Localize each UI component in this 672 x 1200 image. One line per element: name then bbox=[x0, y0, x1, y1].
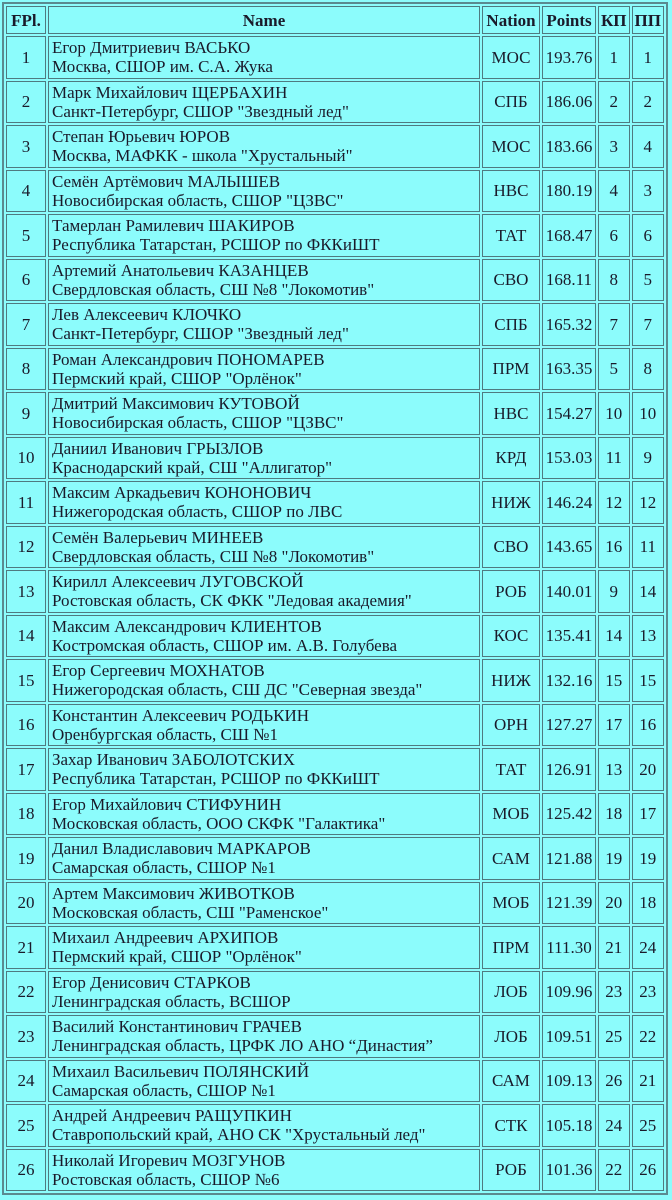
skater-name: Егор Сергеевич МОХНАТОВ bbox=[52, 661, 265, 681]
place-cell: 25 bbox=[6, 1104, 46, 1147]
pp-cell: 23 bbox=[632, 971, 664, 1014]
nation-cell: СТК bbox=[482, 1104, 540, 1147]
name-cell bbox=[48, 971, 480, 1014]
kp-cell: 17 bbox=[598, 704, 630, 747]
pp-cell: 2 bbox=[632, 81, 664, 124]
points-cell: 111.30 bbox=[542, 926, 596, 969]
name-cell bbox=[48, 837, 480, 880]
skater-club: Москва, МАФКК - школа "Хрустальный" bbox=[52, 146, 353, 166]
skater-name: Даниил Иванович ГРЫЗЛОВ bbox=[52, 438, 264, 458]
pp-cell: 18 bbox=[632, 882, 664, 925]
skater-club: Ростовская область, СК ФКК "Ледовая академия" bbox=[52, 591, 412, 611]
kp-cell: 18 bbox=[598, 793, 630, 836]
table-row bbox=[6, 81, 664, 124]
skater-club: Пермский край, СШОР "Орлёнок" bbox=[52, 368, 302, 388]
points-cell: 101.36 bbox=[542, 1149, 596, 1192]
place-cell: 11 bbox=[6, 481, 46, 524]
pp-cell: 24 bbox=[632, 926, 664, 969]
kp-cell: 1 bbox=[598, 36, 630, 79]
skater-name: Марк Михайлович ЩЕРБАХИН bbox=[52, 82, 288, 102]
skater-club: Новосибирская область, СШОР "ЦЗВС" bbox=[52, 413, 344, 433]
nation-cell: СПБ bbox=[482, 81, 540, 124]
nation-cell: САМ bbox=[482, 1060, 540, 1103]
skater-club: Новосибирская область, СШОР "ЦЗВС" bbox=[52, 190, 344, 210]
table-row bbox=[6, 704, 664, 747]
skater-name: Константин Алексеевич РОДЬКИН bbox=[52, 705, 310, 725]
header-nation: Nation bbox=[482, 6, 540, 34]
points-cell: 126.91 bbox=[542, 748, 596, 791]
place-cell: 24 bbox=[6, 1060, 46, 1103]
kp-cell: 22 bbox=[598, 1149, 630, 1192]
pp-cell: 21 bbox=[632, 1060, 664, 1103]
table-row bbox=[6, 125, 664, 168]
place-cell: 19 bbox=[6, 837, 46, 880]
table-row bbox=[6, 392, 664, 435]
kp-cell: 21 bbox=[598, 926, 630, 969]
pp-cell: 12 bbox=[632, 481, 664, 524]
points-cell: 105.18 bbox=[542, 1104, 596, 1147]
table-row bbox=[6, 748, 664, 791]
skater-name: Артем Максимович ЖИВОТКОВ bbox=[52, 883, 295, 903]
skater-name: Тамерлан Рамилевич ШАКИРОВ bbox=[52, 216, 295, 236]
name-cell bbox=[48, 1149, 480, 1192]
place-cell: 17 bbox=[6, 748, 46, 791]
table-row bbox=[6, 481, 664, 524]
skater-name: Василий Константинович ГРАЧЕВ bbox=[52, 1017, 302, 1037]
skater-club: Пермский край, СШОР "Орлёнок" bbox=[52, 947, 302, 967]
pp-cell: 10 bbox=[632, 392, 664, 435]
nation-cell: МОС bbox=[482, 36, 540, 79]
pp-cell: 9 bbox=[632, 437, 664, 480]
nation-cell: МОБ bbox=[482, 882, 540, 925]
kp-cell: 4 bbox=[598, 170, 630, 213]
skater-name: Максим Аркадьевич КОНОНОВИЧ bbox=[52, 483, 312, 503]
points-cell: 140.01 bbox=[542, 570, 596, 613]
name-cell bbox=[48, 392, 480, 435]
nation-cell: СПБ bbox=[482, 303, 540, 346]
table-row bbox=[6, 1015, 664, 1058]
points-cell: 168.47 bbox=[542, 214, 596, 257]
kp-cell: 5 bbox=[598, 348, 630, 391]
skater-name: Егор Дмитриевич ВАСЬКО bbox=[52, 38, 251, 58]
nation-cell: РОБ bbox=[482, 570, 540, 613]
place-cell: 2 bbox=[6, 81, 46, 124]
name-cell bbox=[48, 1060, 480, 1103]
place-cell: 6 bbox=[6, 259, 46, 302]
skater-club: Оренбургская область, СШ №1 bbox=[52, 724, 278, 744]
skater-name: Кирилл Алексеевич ЛУГОВСКОЙ bbox=[52, 572, 304, 592]
skater-club: Республика Татарстан, РСШОР по ФККиШТ bbox=[52, 235, 380, 255]
header-row bbox=[6, 6, 664, 34]
pp-cell: 3 bbox=[632, 170, 664, 213]
table-row bbox=[6, 971, 664, 1014]
results-table bbox=[2, 2, 668, 1195]
points-cell: 154.27 bbox=[542, 392, 596, 435]
place-cell: 14 bbox=[6, 615, 46, 658]
name-cell bbox=[48, 303, 480, 346]
nation-cell: НИЖ bbox=[482, 659, 540, 702]
skater-name: Роман Александрович ПОНОМАРЕВ bbox=[52, 349, 325, 369]
place-cell: 23 bbox=[6, 1015, 46, 1058]
kp-cell: 19 bbox=[598, 837, 630, 880]
place-cell: 26 bbox=[6, 1149, 46, 1192]
skater-name: Егор Михайлович СТИФУНИН bbox=[52, 794, 282, 814]
skater-club: Москва, СШОР им. С.А. Жука bbox=[52, 57, 273, 77]
name-cell bbox=[48, 259, 480, 302]
table-row bbox=[6, 526, 664, 569]
place-cell: 15 bbox=[6, 659, 46, 702]
nation-cell: МОБ bbox=[482, 793, 540, 836]
points-cell: 125.42 bbox=[542, 793, 596, 836]
table-row bbox=[6, 570, 664, 613]
place-cell: 8 bbox=[6, 348, 46, 391]
place-cell: 4 bbox=[6, 170, 46, 213]
place-cell: 22 bbox=[6, 971, 46, 1014]
name-cell bbox=[48, 481, 480, 524]
skater-name: Михаил Васильевич ПОЛЯНСКИЙ bbox=[52, 1061, 310, 1081]
name-cell bbox=[48, 81, 480, 124]
pp-cell: 20 bbox=[632, 748, 664, 791]
skater-name: Артемий Анатольевич КАЗАНЦЕВ bbox=[52, 260, 309, 280]
skater-name: Михаил Андреевич АРХИПОВ bbox=[52, 928, 279, 948]
kp-cell: 13 bbox=[598, 748, 630, 791]
nation-cell: ЛОБ bbox=[482, 971, 540, 1014]
kp-cell: 12 bbox=[598, 481, 630, 524]
kp-cell: 16 bbox=[598, 526, 630, 569]
name-cell bbox=[48, 882, 480, 925]
nation-cell: КОС bbox=[482, 615, 540, 658]
name-cell bbox=[48, 348, 480, 391]
place-cell: 9 bbox=[6, 392, 46, 435]
name-cell bbox=[48, 214, 480, 257]
table-row bbox=[6, 259, 664, 302]
skater-club: Ростовская область, СШОР №6 bbox=[52, 1169, 280, 1189]
pp-cell: 8 bbox=[632, 348, 664, 391]
skater-club: Ленинградская область, ЦРФК ЛО АНО “Династия” bbox=[52, 1036, 433, 1056]
points-cell: 146.24 bbox=[542, 481, 596, 524]
kp-cell: 11 bbox=[598, 437, 630, 480]
kp-cell: 7 bbox=[598, 303, 630, 346]
header-place: FPl. bbox=[6, 6, 46, 34]
skater-club: Краснодарский край, СШ "Аллигатор" bbox=[52, 457, 333, 477]
skater-club: Свердловская область, СШ №8 "Локомотив" bbox=[52, 279, 375, 299]
points-cell: 180.19 bbox=[542, 170, 596, 213]
table-row bbox=[6, 837, 664, 880]
nation-cell: ТАТ bbox=[482, 748, 540, 791]
points-cell: 153.03 bbox=[542, 437, 596, 480]
skater-name: Егор Денисович СТАРКОВ bbox=[52, 972, 251, 992]
pp-cell: 13 bbox=[632, 615, 664, 658]
kp-cell: 3 bbox=[598, 125, 630, 168]
table-row bbox=[6, 659, 664, 702]
table-row bbox=[6, 1060, 664, 1103]
kp-cell: 15 bbox=[598, 659, 630, 702]
place-cell: 3 bbox=[6, 125, 46, 168]
nation-cell: ОРН bbox=[482, 704, 540, 747]
kp-cell: 9 bbox=[598, 570, 630, 613]
header-points: Points bbox=[542, 6, 596, 34]
name-cell bbox=[48, 36, 480, 79]
pp-cell: 5 bbox=[632, 259, 664, 302]
kp-cell: 25 bbox=[598, 1015, 630, 1058]
place-cell: 13 bbox=[6, 570, 46, 613]
points-cell: 143.65 bbox=[542, 526, 596, 569]
table-row bbox=[6, 882, 664, 925]
points-cell: 168.11 bbox=[542, 259, 596, 302]
nation-cell: НИЖ bbox=[482, 481, 540, 524]
place-cell: 7 bbox=[6, 303, 46, 346]
place-cell: 18 bbox=[6, 793, 46, 836]
pp-cell: 15 bbox=[632, 659, 664, 702]
kp-cell: 8 bbox=[598, 259, 630, 302]
nation-cell: НВС bbox=[482, 170, 540, 213]
name-cell bbox=[48, 926, 480, 969]
name-cell bbox=[48, 437, 480, 480]
points-cell: 109.96 bbox=[542, 971, 596, 1014]
table-row bbox=[6, 303, 664, 346]
pp-cell: 16 bbox=[632, 704, 664, 747]
pp-cell: 7 bbox=[632, 303, 664, 346]
table-row bbox=[6, 437, 664, 480]
skater-name: Степан Юрьевич ЮРОВ bbox=[52, 127, 231, 147]
points-cell: 127.27 bbox=[542, 704, 596, 747]
name-cell bbox=[48, 526, 480, 569]
skater-club: Санкт-Петербург, СШОР "Звездный лед" bbox=[52, 324, 349, 344]
points-cell: 186.06 bbox=[542, 81, 596, 124]
table-row bbox=[6, 214, 664, 257]
points-cell: 121.88 bbox=[542, 837, 596, 880]
name-cell bbox=[48, 704, 480, 747]
pp-cell: 17 bbox=[632, 793, 664, 836]
pp-cell: 1 bbox=[632, 36, 664, 79]
pp-cell: 19 bbox=[632, 837, 664, 880]
place-cell: 16 bbox=[6, 704, 46, 747]
skater-club: Ленинградская область, ВСШОР bbox=[52, 991, 291, 1011]
name-cell bbox=[48, 125, 480, 168]
table-row bbox=[6, 170, 664, 213]
kp-cell: 6 bbox=[598, 214, 630, 257]
pp-cell: 6 bbox=[632, 214, 664, 257]
name-cell bbox=[48, 1104, 480, 1147]
points-cell: 109.13 bbox=[542, 1060, 596, 1103]
nation-cell: СВО bbox=[482, 259, 540, 302]
table-row bbox=[6, 36, 664, 79]
header-name: Name bbox=[48, 6, 480, 34]
pp-cell: 26 bbox=[632, 1149, 664, 1192]
name-cell bbox=[48, 170, 480, 213]
table-row bbox=[6, 615, 664, 658]
nation-cell: ЛОБ bbox=[482, 1015, 540, 1058]
skater-name: Максим Александрович КЛИЕНТОВ bbox=[52, 616, 322, 636]
place-cell: 10 bbox=[6, 437, 46, 480]
kp-cell: 24 bbox=[598, 1104, 630, 1147]
points-cell: 165.32 bbox=[542, 303, 596, 346]
skater-name: Лев Алексеевич КЛОЧКО bbox=[52, 305, 242, 325]
kp-cell: 2 bbox=[598, 81, 630, 124]
name-cell bbox=[48, 793, 480, 836]
kp-cell: 26 bbox=[598, 1060, 630, 1103]
kp-cell: 23 bbox=[598, 971, 630, 1014]
table-row bbox=[6, 1149, 664, 1192]
header-pp: ПП bbox=[632, 6, 664, 34]
points-cell: 163.35 bbox=[542, 348, 596, 391]
points-cell: 135.41 bbox=[542, 615, 596, 658]
place-cell: 12 bbox=[6, 526, 46, 569]
pp-cell: 11 bbox=[632, 526, 664, 569]
skater-name: Андрей Андреевич РАЩУПКИН bbox=[52, 1106, 292, 1126]
points-cell: 109.51 bbox=[542, 1015, 596, 1058]
header-kp: КП bbox=[598, 6, 630, 34]
nation-cell: КРД bbox=[482, 437, 540, 480]
table-row bbox=[6, 1104, 664, 1147]
name-cell bbox=[48, 659, 480, 702]
points-cell: 132.16 bbox=[542, 659, 596, 702]
skater-club: Свердловская область, СШ №8 "Локомотив" bbox=[52, 546, 375, 566]
skater-club: Нижегородская область, СШОР по ЛВС bbox=[52, 502, 343, 522]
place-cell: 1 bbox=[6, 36, 46, 79]
pp-cell: 22 bbox=[632, 1015, 664, 1058]
place-cell: 20 bbox=[6, 882, 46, 925]
table-row bbox=[6, 926, 664, 969]
pp-cell: 4 bbox=[632, 125, 664, 168]
skater-name: Захар Иванович ЗАБОЛОТСКИХ bbox=[52, 750, 296, 770]
nation-cell: СВО bbox=[482, 526, 540, 569]
nation-cell: РОБ bbox=[482, 1149, 540, 1192]
place-cell: 5 bbox=[6, 214, 46, 257]
skater-club: Самарская область, СШОР №1 bbox=[52, 1080, 276, 1100]
table-row bbox=[6, 348, 664, 391]
skater-club: Московская область, ООО СКФК "Галактика" bbox=[52, 813, 386, 833]
skater-club: Республика Татарстан, РСШОР по ФККиШТ bbox=[52, 769, 380, 789]
points-cell: 183.66 bbox=[542, 125, 596, 168]
points-cell: 193.76 bbox=[542, 36, 596, 79]
skater-club: Нижегородская область, СШ ДС "Северная звезда" bbox=[52, 680, 423, 700]
skater-club: Ставропольский край, АНО СК "Хрустальный лед" bbox=[52, 1125, 426, 1145]
nation-cell: ТАТ bbox=[482, 214, 540, 257]
pp-cell: 25 bbox=[632, 1104, 664, 1147]
nation-cell: ПРМ bbox=[482, 348, 540, 391]
skater-name: Семён Валерьевич МИНЕЕВ bbox=[52, 527, 264, 547]
nation-cell: МОС bbox=[482, 125, 540, 168]
skater-club: Санкт-Петербург, СШОР "Звездный лед" bbox=[52, 101, 349, 121]
name-cell bbox=[48, 748, 480, 791]
skater-name: Семён Артёмович МАЛЫШЕВ bbox=[52, 171, 281, 191]
kp-cell: 10 bbox=[598, 392, 630, 435]
points-cell: 121.39 bbox=[542, 882, 596, 925]
table-row bbox=[6, 793, 664, 836]
place-cell: 21 bbox=[6, 926, 46, 969]
skater-club: Московская область, СШ "Раменское" bbox=[52, 902, 329, 922]
skater-name: Дмитрий Максимович КУТОВОЙ bbox=[52, 394, 300, 414]
pp-cell: 14 bbox=[632, 570, 664, 613]
kp-cell: 20 bbox=[598, 882, 630, 925]
name-cell bbox=[48, 615, 480, 658]
skater-club: Самарская область, СШОР №1 bbox=[52, 858, 276, 878]
kp-cell: 14 bbox=[598, 615, 630, 658]
nation-cell: НВС bbox=[482, 392, 540, 435]
skater-name: Данил Владиславович МАРКАРОВ bbox=[52, 839, 311, 859]
name-cell bbox=[48, 1015, 480, 1058]
skater-club: Костромская область, СШОР им. А.В. Голубева bbox=[52, 635, 398, 655]
nation-cell: ПРМ bbox=[482, 926, 540, 969]
skater-name: Николай Игоревич МОЗГУНОВ bbox=[52, 1150, 286, 1170]
nation-cell: САМ bbox=[482, 837, 540, 880]
name-cell bbox=[48, 570, 480, 613]
